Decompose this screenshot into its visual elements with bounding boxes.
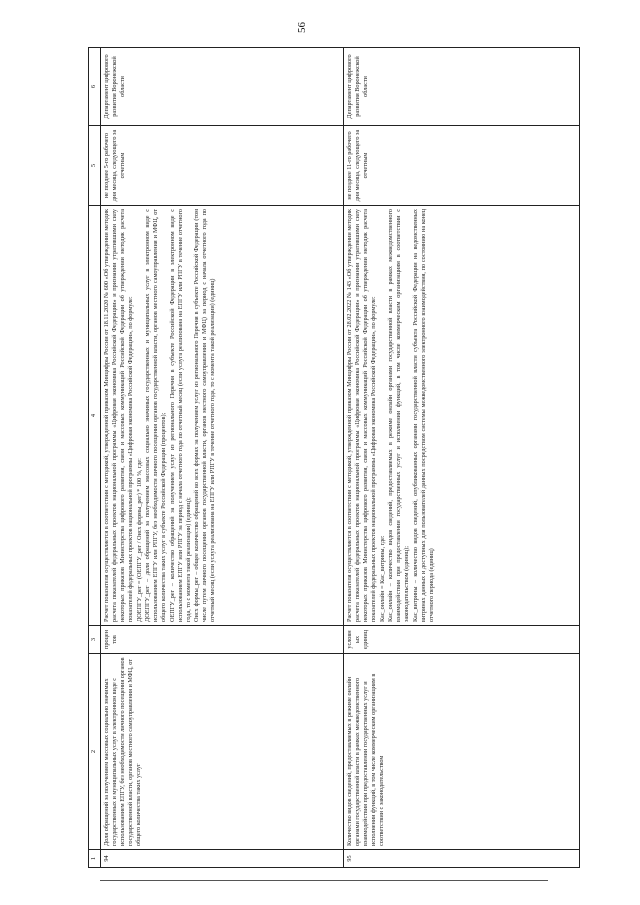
row-number: 95: [344, 850, 580, 868]
indicator-name: Количество видов сведений, предоставляемых в режиме онлайн органами государственной власти в рамках межведомственного взаимодействия при предоставлении государственных услуг и исполнении функций, в том числе коммерческим организациям в соответствии с законодательством: [344, 654, 580, 850]
table-header-row: [89, 48, 101, 868]
reporting-deadline: не позднее 5-го рабочего дня месяца, следующего за отчетным: [101, 126, 344, 206]
method-paragraph: Кас_онлайн – количество видов сведений, предоставляемых в режиме онлайн органами государственной власти в рамках межведомственного взаимодействия при предоставлении государственных услуг и исполнении функций, в том числе коммерческим организациям в соответствии с законодательством (единиц);: [387, 209, 411, 622]
header-cell-5: 5: [89, 126, 101, 206]
header-cell-1: 1: [89, 850, 101, 868]
method-paragraph: ОЕПГУ_рег – количество обращений за получением услуг из регионального Перечня в субъекте Российской Федерации в электронном виде с использованием ЕПГУ или РПГУ за период с начала отчетного года по отчетный месяц (если услуга реализована на ЕПГУ или РПГУ в течение отчетного года, то с момента такой реализации) (единиц);: [168, 209, 192, 622]
unit-of-measure: процентов: [101, 626, 344, 654]
method-formula: Кас_онлайн = Кас_витрины, где:: [378, 535, 386, 622]
method-paragraph: Расчет показателя осуществляется в соответствии с методикой, утвержденной приказом Минцифры России от 18.11.2020 № 600 «Об утверждении методик расчета показателей федеральных проектов национальной программы «Цифровая экономика Российской Федерации» и признании утратившими силу некоторых приказов Министерства цифрового развития, связи и массовых коммуникаций Российской Федерации об утверждении методик расчета показателей федеральных проектов национальной программы «Цифровая экономика Российской Федерации», по формуле:: [103, 209, 135, 622]
unit-of-measure: условных единиц: [344, 626, 580, 654]
indicator-name: Доля обращений за получением массовых социально значимых государственных и муниципальных услуг в электронном виде с использованием ЕПГУ, без необходимости личного посещения органов государственной власти, органов местного самоуправления и МФЦ, от общего количества таких услуг: [101, 654, 344, 850]
header-cell-4: 4: [89, 206, 101, 626]
method-paragraph: Оисх формы_рег – общее количество обращений во всех формах за получением услуг из регионального Перечня в субъекте Российской Федерации (том числе путем личного посещения органов государственной власти, органов местного самоуправления и МФЦ) за период с начала отчетного года по отчетный месяц (если услуга реализована на ЕПГУ или РПГУ в течение отчетного года, то с момента такой реализации) (единиц): [193, 209, 217, 622]
page-bottom-rule: [100, 880, 548, 881]
table-row: [344, 48, 580, 868]
method-paragraph: ДОЕПГУ_рег – доля обращений за получением массовых социально значимых государственных и муниципальных услуг в электронном виде с использованием ЕПГУ или РПГУ, без необходимости личного посещения органов государственной власти, органов местного самоуправления и МФЦ, от общего количества таких услуг в субъекте Российской Федерации (процентов);: [144, 209, 168, 622]
method-paragraph: Расчет показателя осуществляется в соответствии с методикой, утвержденной приказом Минцифры России от 28.02.2022 № 143 «Об утверждении методик расчета показателей федеральных проектов национальной программы «Цифровая экономика Российской Федерации» и признании утратившими силу некоторых приказов Министерства цифрового развития, связи и массовых коммуникаций Российской Федерации об утверждении методик расчета показателей федеральных проектов национальной программы «Цифровая экономика Российской Федерации», по формуле:: [346, 209, 378, 622]
responsible-department: Департамент цифрового развития Воронежской области: [344, 48, 580, 126]
header-cell-6: 6: [89, 48, 101, 126]
indicators-table: [88, 47, 580, 868]
row-number: 94: [101, 850, 344, 868]
calculation-method: [101, 206, 344, 626]
reporting-deadline: не позднее 11-го рабочего дня месяца, следующего за отчетным: [344, 126, 580, 206]
method-paragraph: Кас_витрины – количество видов сведений, опубликованных органами государственной власти субъекта Российской Федерации на ведомственных витринах данных и доступных для пользователей данных посредством системы межведомственного электронного взаимодействия, по состоянию на конец отчетного периода (единиц): [411, 209, 435, 622]
indicators-table-container: [88, 48, 580, 868]
page-number: 56: [296, 22, 308, 33]
header-cell-2: 2: [89, 654, 101, 850]
responsible-department: Департамент цифрового развития Воронежской области: [101, 48, 344, 126]
calculation-method: [344, 206, 580, 626]
table-row: [101, 48, 344, 868]
method-formula: ДОЕПГУ_рег = (ОЕПГУ_рег / Оисх формы_рег) * 100 %, где:: [135, 458, 143, 622]
header-cell-3: 3: [89, 626, 101, 654]
